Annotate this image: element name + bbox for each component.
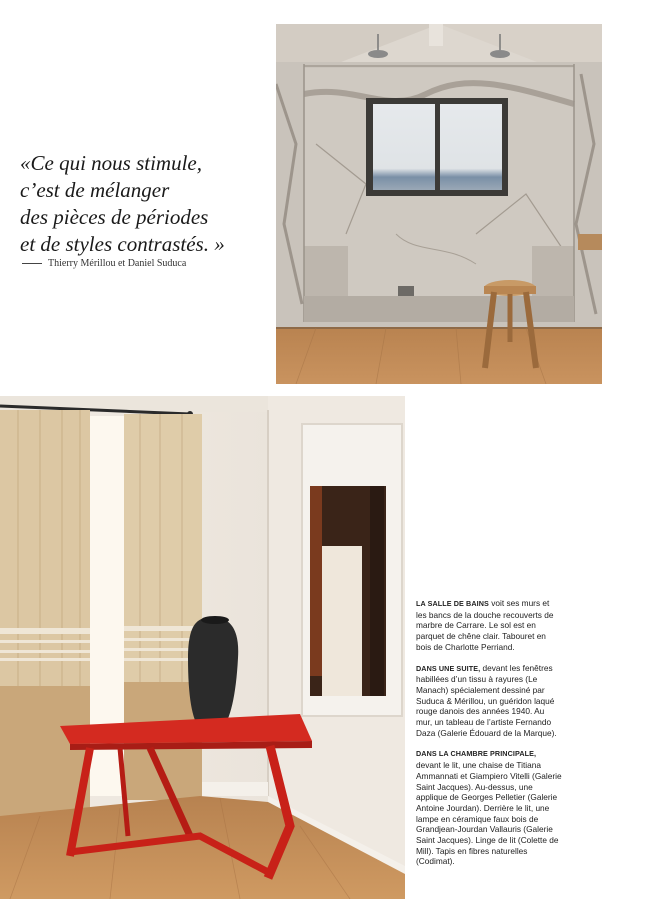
suite-photo (0, 396, 405, 899)
caption-suite (416, 663, 562, 739)
caption-heading: DANS UNE SUITE, (416, 663, 481, 673)
captions-block (416, 598, 562, 877)
bathroom-photo (276, 24, 602, 384)
caption-text: devant le lit, une chaise de Titiana Ammannati et Giampiero Vitelli (Galerie Saint Jacques). Au-dessus, une applique de Georges Pelletier (Galerie Antoine Jourdan). Derrière le lit, une lampe en céramique faux bois de Grandjean-Jourdan Vallauris (Galerie Saint Jacques). Linge de lit (Colette de Mill). Tapis en fibres naturelles (Codimat). (416, 760, 562, 867)
caption-text: voit ses murs et les bancs de la douche recouverts de marbre de Carrare. Le sol est en parquet de chêne clair. Tabouret en bois de Charlotte Perriand. (416, 598, 554, 652)
caption-heading: DANS LA CHAMBRE PRINCIPALE, (416, 749, 537, 759)
attribution-dash (22, 263, 42, 264)
quote-line: des pièces de périodes (20, 205, 209, 229)
quote-line: c’est de mélanger (20, 178, 170, 202)
quote-attribution (22, 258, 186, 269)
quote-line: et de styles contrastés. » (20, 232, 225, 256)
bathroom-illustration (276, 24, 602, 384)
caption-bathroom (416, 598, 562, 653)
attribution-text: Thierry Mérillou et Daniel Suduca (48, 258, 187, 269)
caption-heading: LA SALLE DE BAINS (416, 599, 489, 608)
quote-line: «Ce qui nous stimule, (20, 151, 202, 175)
pull-quote (20, 150, 270, 258)
caption-text: devant les fenêtres habillées d’un tissu à rayures (Le Manach) spécialement dessiné par Suduca & Mérillou, un guéridon laqué rouge danois des années 1940. Au mur, un tableau de l’artiste Fernando Daza (Galerie Édouard de la Marque). (416, 662, 557, 738)
caption-master-bedroom (416, 748, 562, 867)
suite-illustration (0, 396, 405, 899)
